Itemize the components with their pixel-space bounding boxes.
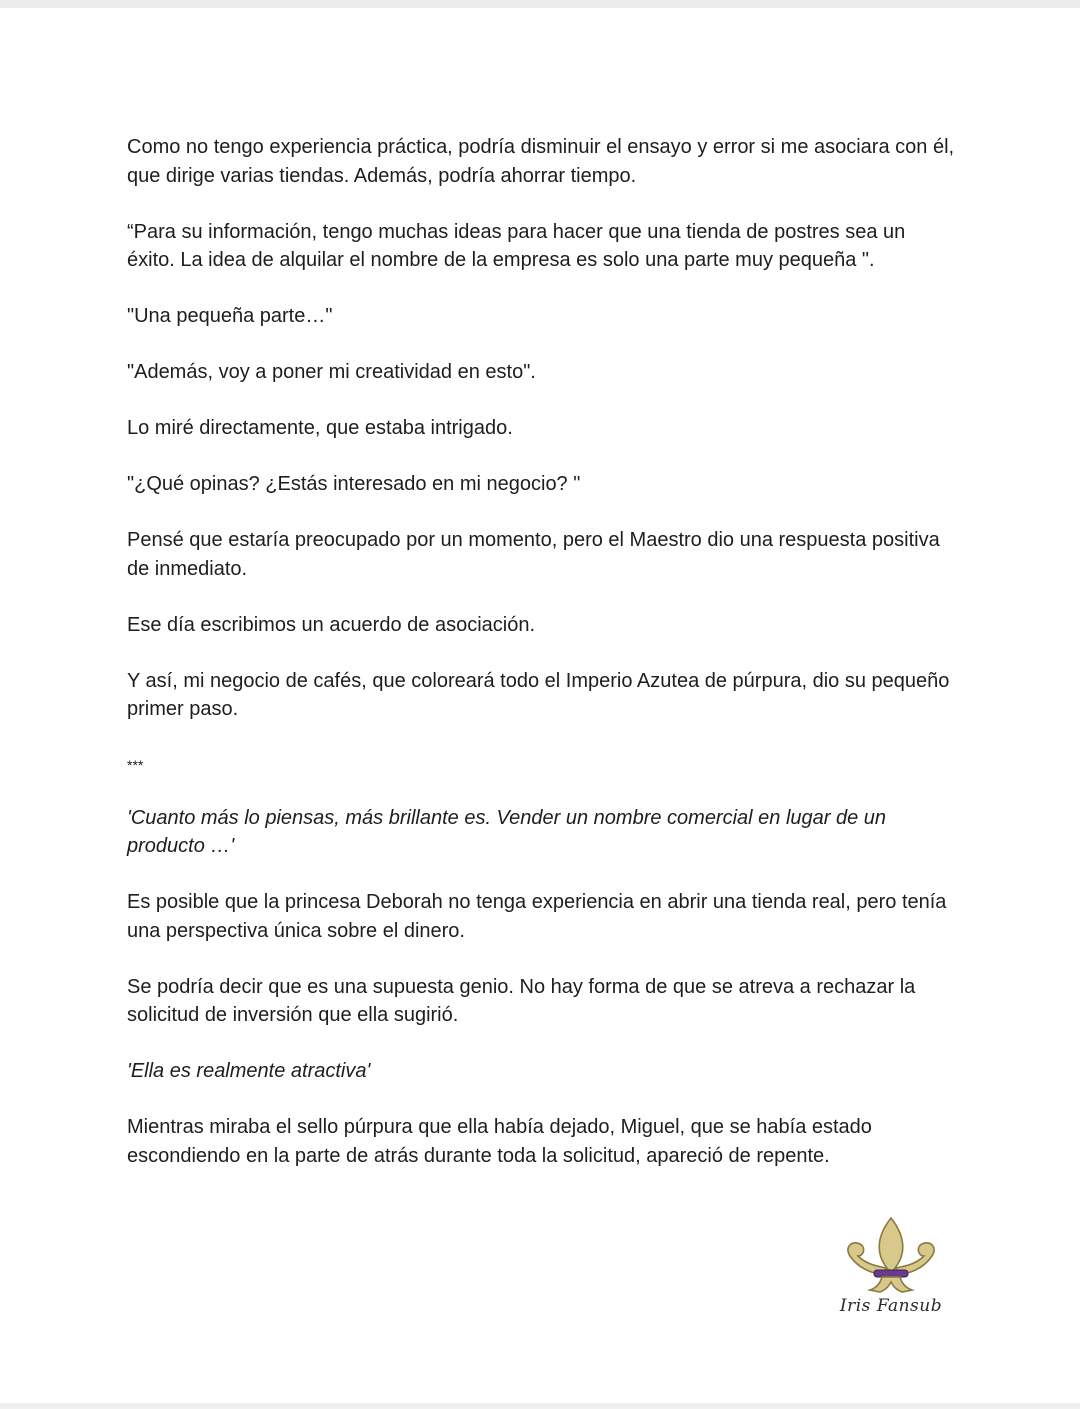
paragraph: "Una pequeña parte…" bbox=[127, 305, 333, 327]
italic-thought-paragraph: 'Ella es realmente atractiva' bbox=[127, 1060, 371, 1082]
bottom-edge-strip bbox=[0, 1403, 1080, 1409]
paragraph: Y así, mi negocio de cafés, que coloreará todo el Imperio Azutea de púrpura, dio su pequeño primer paso. bbox=[127, 669, 950, 720]
watermark-text: Iris Fansub bbox=[839, 1296, 943, 1316]
top-edge-strip bbox=[0, 0, 1080, 8]
iris-fansub-watermark bbox=[836, 1214, 946, 1326]
paragraph: Es posible que la princesa Deborah no tenga experiencia en abrir una tienda real, pero tenía una perspectiva única sobre el dinero. bbox=[127, 891, 947, 942]
paragraph: Lo miré directamente, que estaba intrigado. bbox=[127, 417, 513, 439]
paragraph: Como no tengo experiencia práctica, podría disminuir el ensayo y error si me asociara con él, que dirige varias tiendas. Además, podría ahorrar tiempo. bbox=[127, 136, 955, 187]
paragraph: Mientras miraba el sello púrpura que ella había dejado, Miguel, que se había estado escondiendo en la parte de atrás durante toda la solicitud, apareció de repente. bbox=[127, 1116, 872, 1167]
paragraph: Se podría decir que es una supuesta genio. No hay forma de que se atreva a rechazar la solicitud de inversión que ella sugirió. bbox=[127, 975, 916, 1026]
document-body bbox=[127, 133, 957, 1198]
italic-thought-paragraph: 'Cuanto más lo piensas, más brillante es. Vender un nombre comercial en lugar de un producto …' bbox=[127, 806, 887, 857]
paragraph: “Para su información, tengo muchas ideas para hacer que una tienda de postres sea un éxito. La idea de alquilar el nombre de la empresa es solo una parte muy pequeña ". bbox=[127, 220, 906, 271]
paragraph: Pensé que estaría preocupado por un momento, pero el Maestro dio una respuesta positiva de inmediato. bbox=[127, 529, 940, 580]
paragraph: "¿Qué opinas? ¿Estás interesado en mi negocio? " bbox=[127, 473, 581, 495]
scene-separator: *** bbox=[127, 757, 144, 773]
paragraph: Ese día escribimos un acuerdo de asociación. bbox=[127, 613, 536, 636]
paragraph: "Además, voy a poner mi creatividad en esto". bbox=[127, 361, 536, 383]
fleur-de-lis-icon bbox=[836, 1214, 946, 1298]
